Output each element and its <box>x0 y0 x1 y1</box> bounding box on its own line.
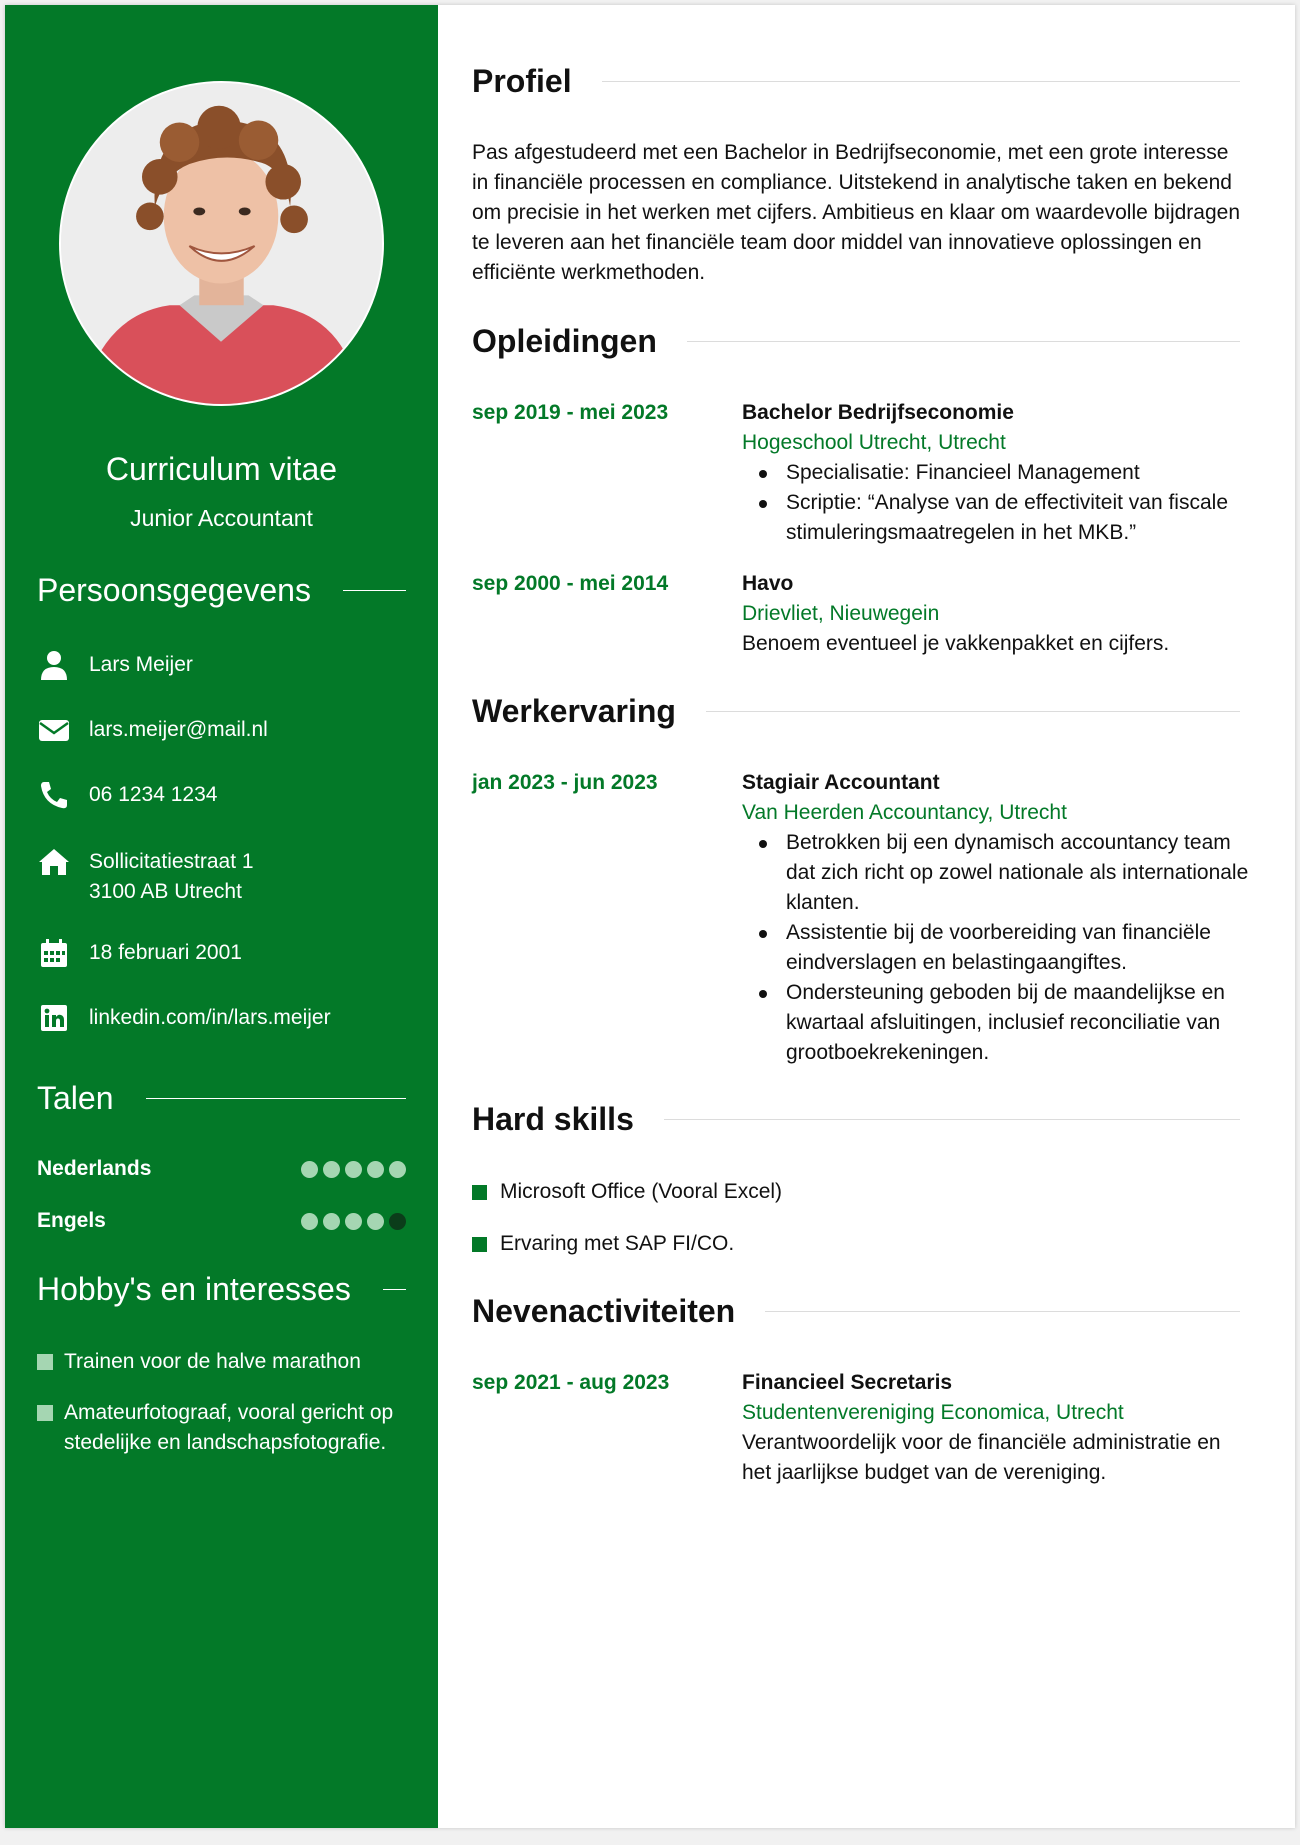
language-level-dots <box>301 1161 406 1178</box>
heading-divider <box>602 81 1240 82</box>
contact-phone[interactable] <box>37 780 217 810</box>
entry-bullets <box>742 828 1252 1068</box>
side-activities-section-heading <box>472 1293 1240 1330</box>
level-dot-filled <box>323 1213 340 1230</box>
language-level-dots <box>301 1213 406 1230</box>
language-name: Engels <box>37 1209 106 1232</box>
entry-organization: Van Heerden Accountancy, Utrecht <box>742 801 1067 824</box>
entry-organization: Hogeschool Utrecht, Utrecht <box>742 431 1006 454</box>
skills-section-heading <box>472 1101 1240 1138</box>
hobby-text: Trainen voor de halve marathon <box>64 1350 361 1373</box>
hobbies-section-heading <box>37 1271 406 1308</box>
linkedin-text[interactable]: linkedin.com/in/lars.meijer <box>89 1006 331 1029</box>
heading-divider <box>687 341 1240 342</box>
heading-divider <box>383 1289 406 1290</box>
contact-linkedin[interactable] <box>37 1003 331 1033</box>
profile-photo-illustration <box>61 83 382 404</box>
entry-date: sep 2019 - mei 2023 <box>472 401 669 424</box>
level-dot-filled <box>345 1213 362 1230</box>
hobbies-heading-text: Hobby's en interesses <box>37 1271 351 1307</box>
contact-email[interactable] <box>37 715 268 745</box>
entry-text: Benoem eventueel je vakkenpakket en cijfers. <box>742 632 1170 655</box>
work-section-heading <box>472 693 1240 730</box>
birthdate-text: 18 februari 2001 <box>89 941 242 964</box>
bullet-item: Betrokken bij een dynamisch accountancy team dat zich richt op zowel nationale als internationale klanten. <box>742 828 1252 918</box>
entry-title: Financieel Secretaris <box>742 1371 953 1394</box>
languages-heading-text: Talen <box>37 1080 114 1116</box>
hobby-item <box>37 1347 417 1377</box>
personal-section-heading <box>37 572 406 609</box>
envelope-icon <box>37 715 71 745</box>
user-icon <box>37 650 71 680</box>
skills-heading-text: Hard skills <box>472 1101 634 1137</box>
level-dot-filled <box>367 1161 384 1178</box>
bullet-item: Scriptie: “Analyse van de effectiviteit van fiscale stimuleringsmaatregelen in het MKB.” <box>742 488 1252 548</box>
personal-heading-text: Persoonsgegevens <box>37 572 311 608</box>
level-dot-filled <box>323 1161 340 1178</box>
heading-divider <box>765 1311 1240 1312</box>
entry-title: Stagiair Accountant <box>742 771 940 794</box>
square-bullet-icon <box>37 1405 53 1421</box>
bullet-item: Ondersteuning geboden bij de maandelijkse en kwartaal afsluitingen, inclusief reconciliatie van grootboekrekeningen. <box>742 978 1252 1068</box>
entry-organization: Studentenvereniging Economica, Utrecht <box>742 1401 1124 1424</box>
entry-body <box>742 398 1252 548</box>
entry-date: jan 2023 - jun 2023 <box>472 771 658 794</box>
address-line-1: Sollicitatiestraat 1 <box>89 850 254 873</box>
address-block <box>89 847 254 907</box>
level-dot-filled <box>301 1213 318 1230</box>
square-bullet-icon <box>472 1185 487 1200</box>
cv-heading: Curriculum vitae <box>105 451 338 487</box>
level-dot-filled <box>389 1161 406 1178</box>
name-text: Lars Meijer <box>89 653 193 676</box>
hobby-item <box>37 1398 417 1458</box>
contact-name <box>37 650 193 680</box>
home-icon <box>37 847 71 877</box>
education-heading-text: Opleidingen <box>472 323 657 359</box>
profile-text: Pas afgestudeerd met een Bachelor in Bedrijfseconomie, met een grote interesse in financiële processen en compliance. Uitstekend in analytische taken en bekend om precisie in het werken met cijfers. Ambitieus en klaar om waardevolle bijdragen te leveren aan het financiële team door middel van innovatieve oplossingen en efficiënte werkmethoden. <box>472 141 1241 284</box>
contact-address <box>37 847 254 907</box>
language-row <box>37 1209 406 1233</box>
square-bullet-icon <box>472 1237 487 1252</box>
level-dot-filled <box>345 1161 362 1178</box>
entry-body <box>742 768 1252 1068</box>
language-name: Nederlands <box>37 1157 152 1180</box>
heading-divider <box>146 1098 407 1099</box>
language-row <box>37 1157 406 1181</box>
work-heading-text: Werkervaring <box>472 693 676 729</box>
heading-divider <box>706 711 1240 712</box>
entry-text: Verantwoordelijk voor de financiële administratie en het jaarlijkse budget van de vereniging. <box>742 1431 1221 1484</box>
side-activities-heading-text: Nevenactiviteiten <box>472 1293 736 1329</box>
linkedin-icon <box>37 1003 71 1033</box>
calendar-icon <box>37 938 71 968</box>
bullet-item: Assistentie bij de voorbereiding van financiële eindverslagen en belastingaangiftes. <box>742 918 1252 978</box>
profile-section-heading <box>472 63 1240 100</box>
cv-page <box>5 5 1295 1828</box>
hobby-text: Amateurfotograaf, vooral gericht op stedelijke en landschapsfotografie. <box>64 1401 394 1454</box>
skill-text: Microsoft Office (Vooral Excel) <box>500 1180 783 1203</box>
heading-divider <box>664 1119 1240 1120</box>
entry-date: sep 2000 - mei 2014 <box>472 572 669 595</box>
languages-section-heading <box>37 1080 406 1117</box>
entry-bullets <box>742 458 1252 548</box>
entry-organization: Drievliet, Nieuwegein <box>742 602 940 625</box>
square-bullet-icon <box>37 1354 53 1370</box>
phone-text[interactable]: 06 1234 1234 <box>89 783 218 806</box>
entry-body <box>742 569 1252 659</box>
heading-divider <box>343 590 406 591</box>
level-dot-filled <box>301 1161 318 1178</box>
level-dot-empty <box>389 1213 406 1230</box>
education-section-heading <box>472 323 1240 360</box>
skill-item <box>472 1177 782 1207</box>
email-text[interactable]: lars.meijer@mail.nl <box>89 718 268 741</box>
entry-title: Havo <box>742 572 794 595</box>
sidebar <box>5 5 438 1828</box>
contact-birthdate <box>37 938 242 968</box>
entry-title: Bachelor Bedrijfseconomie <box>742 401 1014 424</box>
level-dot-filled <box>367 1213 384 1230</box>
job-title: Junior Accountant <box>130 505 313 531</box>
bullet-item: Specialisatie: Financieel Management <box>742 458 1252 488</box>
profile-photo <box>59 81 384 406</box>
skill-item <box>472 1229 734 1259</box>
phone-icon <box>37 780 71 810</box>
entry-body <box>742 1368 1252 1488</box>
profile-heading-text: Profiel <box>472 63 572 99</box>
entry-date: sep 2021 - aug 2023 <box>472 1371 670 1394</box>
skill-text: Ervaring met SAP FI/CO. <box>500 1232 735 1255</box>
address-line-2: 3100 AB Utrecht <box>89 880 242 903</box>
